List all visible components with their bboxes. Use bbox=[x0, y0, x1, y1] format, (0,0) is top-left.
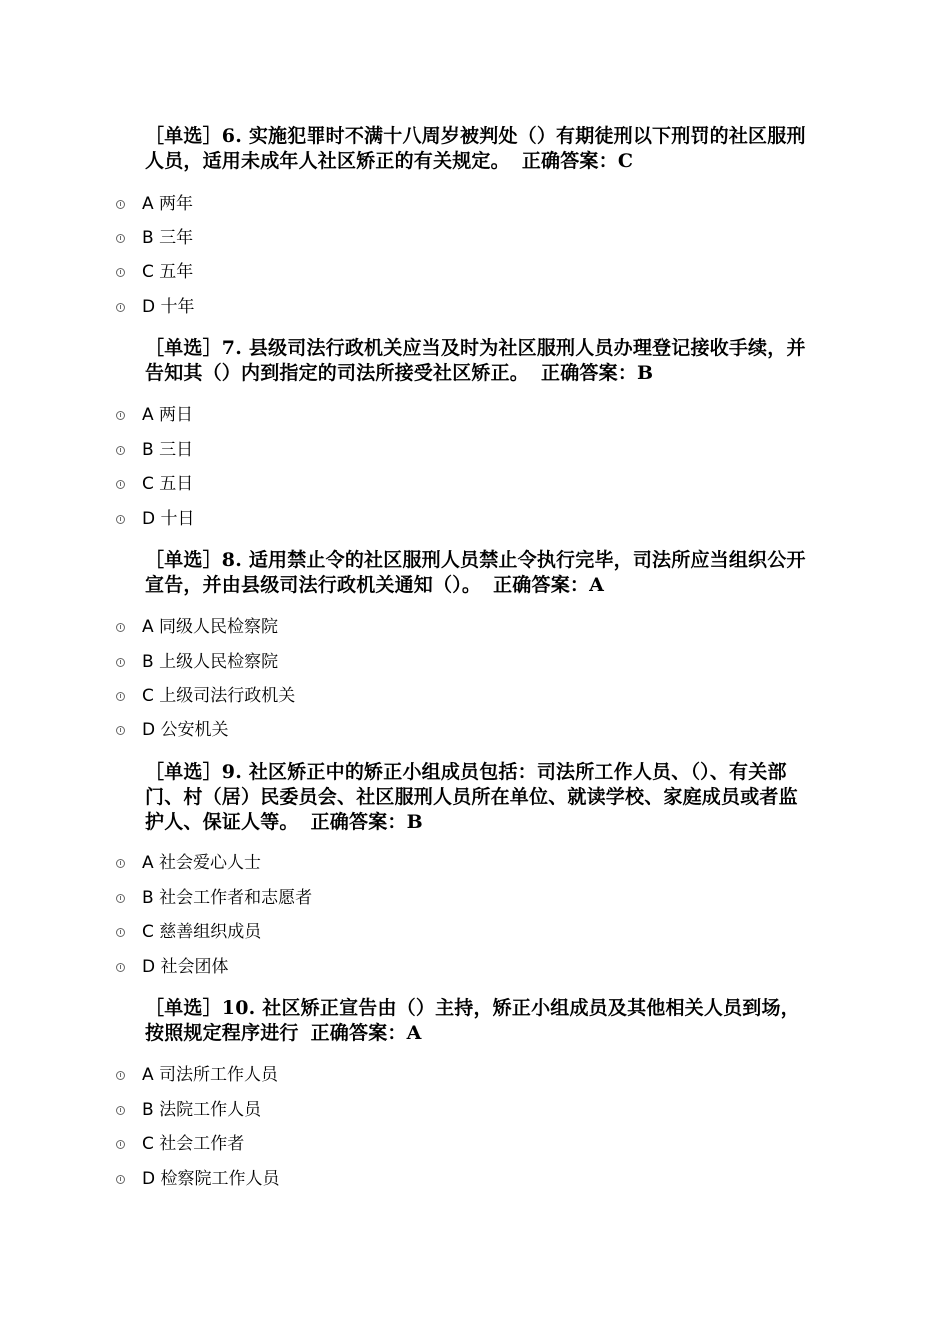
question-text: ［单选］7. 县级司法行政机关应当及时为社区服刑人员办理登记接收手续，并告知其（）内到指定的司法所接受社区矫正。 bbox=[145, 337, 806, 384]
radio-icon[interactable] bbox=[116, 446, 125, 455]
radio-icon[interactable] bbox=[116, 411, 125, 420]
radio-icon[interactable] bbox=[116, 480, 125, 489]
option-label: A 社会爱心人士 bbox=[142, 853, 262, 873]
option-label: A 两年 bbox=[142, 194, 194, 214]
option-c[interactable] bbox=[116, 260, 193, 284]
option-a[interactable] bbox=[116, 192, 193, 216]
option-label: C 慈善组织成员 bbox=[142, 922, 262, 942]
correct-answer: 正确答案：A bbox=[310, 1022, 422, 1044]
radio-icon[interactable] bbox=[116, 303, 125, 312]
option-a[interactable] bbox=[116, 403, 193, 427]
option-b[interactable] bbox=[116, 886, 312, 910]
option-label: C 五年 bbox=[142, 262, 194, 282]
radio-icon[interactable] bbox=[116, 726, 125, 735]
option-label: C 上级司法行政机关 bbox=[142, 686, 296, 706]
radio-icon[interactable] bbox=[116, 1140, 125, 1149]
option-label: D 检察院工作人员 bbox=[142, 1169, 280, 1189]
option-label: B 三日 bbox=[142, 440, 194, 460]
radio-icon[interactable] bbox=[116, 894, 125, 903]
option-label: C 社会工作者 bbox=[142, 1134, 245, 1154]
correct-answer: 正确答案：C bbox=[521, 150, 634, 172]
radio-icon[interactable] bbox=[116, 623, 125, 632]
option-d[interactable] bbox=[116, 295, 195, 319]
radio-icon[interactable] bbox=[116, 692, 125, 701]
radio-icon[interactable] bbox=[116, 200, 125, 209]
question-9-title bbox=[145, 760, 815, 835]
question-text: ［单选］10. 社区矫正宣告由（）主持，矫正小组成员及其他相关人员到场，按照规定程序进行 bbox=[145, 997, 800, 1044]
question-text: ［单选］8. 适用禁止令的社区服刑人员禁止令执行完毕，司法所应当组织公开宣告，并由县级司法行政机关通知（）。 bbox=[145, 549, 806, 596]
radio-icon[interactable] bbox=[116, 963, 125, 972]
option-label: B 法院工作人员 bbox=[142, 1100, 262, 1120]
option-label: D 十年 bbox=[142, 297, 195, 317]
option-a[interactable] bbox=[116, 1063, 278, 1087]
radio-icon[interactable] bbox=[116, 268, 125, 277]
option-a[interactable] bbox=[116, 851, 261, 875]
radio-icon[interactable] bbox=[116, 1175, 125, 1184]
correct-answer: 正确答案：B bbox=[310, 811, 423, 833]
option-b[interactable] bbox=[116, 438, 193, 462]
question-10-title bbox=[145, 996, 815, 1046]
radio-icon[interactable] bbox=[116, 859, 125, 868]
correct-answer: 正确答案：A bbox=[493, 574, 605, 596]
option-label: B 社会工作者和志愿者 bbox=[142, 888, 313, 908]
option-label: A 司法所工作人员 bbox=[142, 1065, 279, 1085]
option-d[interactable] bbox=[116, 1167, 280, 1191]
option-c[interactable] bbox=[116, 684, 295, 708]
question-text: ［单选］9. 社区矫正中的矫正小组成员包括：司法所工作人员、（）、有关部门、村（居）民委员会、社区服刑人员所在单位、就读学校、家庭成员或者监护人、保证人等。 bbox=[145, 761, 798, 833]
option-label: C 五日 bbox=[142, 474, 194, 494]
option-label: B 三年 bbox=[142, 228, 194, 248]
question-8-title bbox=[145, 548, 815, 598]
option-label: D 社会团体 bbox=[142, 957, 229, 977]
option-b[interactable] bbox=[116, 226, 193, 250]
option-d[interactable] bbox=[116, 955, 229, 979]
option-label: D 十日 bbox=[142, 509, 195, 529]
option-d[interactable] bbox=[116, 507, 195, 531]
radio-icon[interactable] bbox=[116, 234, 125, 243]
option-b[interactable] bbox=[116, 1098, 261, 1122]
radio-icon[interactable] bbox=[116, 658, 125, 667]
option-d[interactable] bbox=[116, 718, 229, 742]
option-label: B 上级人民检察院 bbox=[142, 652, 279, 672]
question-text: ［单选］6. 实施犯罪时不满十八周岁被判处（）有期徒刑以下刑罚的社区服刑人员，适用未成年人社区矫正的有关规定。 bbox=[145, 125, 806, 172]
option-label: A 同级人民检察院 bbox=[142, 617, 279, 637]
option-label: A 两日 bbox=[142, 405, 194, 425]
radio-icon[interactable] bbox=[116, 928, 125, 937]
radio-icon[interactable] bbox=[116, 1071, 125, 1080]
question-7-title bbox=[145, 336, 815, 386]
option-a[interactable] bbox=[116, 615, 278, 639]
option-c[interactable] bbox=[116, 1132, 244, 1156]
radio-icon[interactable] bbox=[116, 1106, 125, 1115]
option-b[interactable] bbox=[116, 650, 278, 674]
question-6-title bbox=[145, 124, 815, 174]
option-c[interactable] bbox=[116, 472, 193, 496]
option-label: D 公安机关 bbox=[142, 720, 229, 740]
option-c[interactable] bbox=[116, 920, 261, 944]
radio-icon[interactable] bbox=[116, 515, 125, 524]
correct-answer: 正确答案：B bbox=[541, 362, 654, 384]
